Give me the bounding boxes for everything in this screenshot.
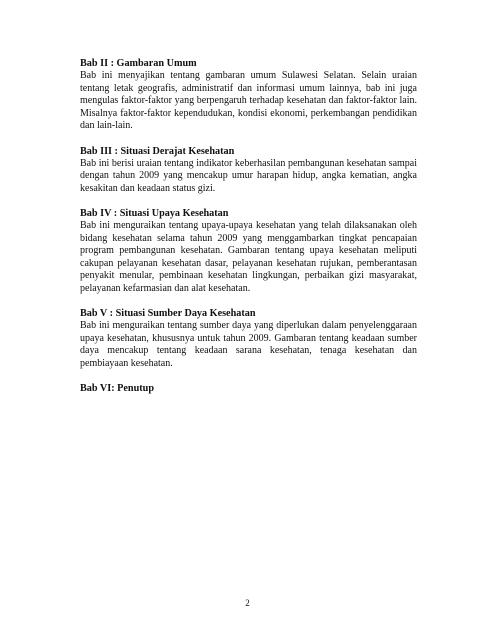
section-bab-v — [80, 307, 417, 370]
section-heading: Bab V : Situasi Sumber Daya Kesehatan — [80, 308, 256, 319]
page-number: 2 — [245, 598, 250, 608]
section-heading: Bab III : Situasi Derajat Kesehatan — [80, 145, 235, 157]
section-heading: Bab VI: Penutup — [80, 383, 154, 394]
section-heading: Bab II : Gambaran Umum — [80, 58, 197, 69]
document-content — [80, 57, 417, 407]
section-bab-ii — [80, 57, 417, 133]
section-body: Bab ini menguraikan tentang upaya-upaya kesehatan yang telah dilaksanakan oleh bidang kesehatan selama tahun 2009 yang menggambarkan tingkat pencapaian program pembangunan kesehatan. Gambaran tentang upaya kesehatan meliputi cakupan pelayanan kesehatan dasar, pelayanan kesehatan rujukan, pemberantasan penyakit menular, pembinaan kesehatan lingkungan, perbaikan gizi masyarakat, pelayanan kefarmasian dan alat kesehatan. — [80, 220, 417, 294]
section-body: Bab ini menguraikan tentang sumber daya yang diperlukan dalam penyelenggaraan upaya kesehatan, khususnya untuk tahun 2009. Gambaran tentang keadaan sumber daya mencakup tentang keadaan sarana kesehatan, tenaga kesehatan dan pembiayaan kesehatan. — [80, 320, 417, 369]
section-body: Bab ini berisi uraian tentang indikator keberhasilan pembangunan kesehatan sampai dengan tahun 2009 yang mencakup umur harapan hidup, angka kematian, angka kesakitan dan keadaan status gizi. — [80, 157, 417, 194]
section-heading: Bab IV : Situasi Upaya Kesehatan — [80, 208, 229, 219]
section-bab-iv — [80, 207, 417, 295]
section-bab-vi — [80, 382, 417, 395]
section-body: Bab ini menyajikan tentang gambaran umum Sulawesi Selatan. Selain uraian tentang letak geografis, administratif dan informasi umum lainnya, bab ini juga mengulas faktor-faktor yang berpengaruh terhadap kesehatan dan faktor-faktor lain. Misalnya faktor-faktor kependudukan, kondisi ekonomi, perkembangan pendidikan dan lain-lain. — [80, 70, 417, 131]
section-bab-iii — [80, 145, 417, 196]
